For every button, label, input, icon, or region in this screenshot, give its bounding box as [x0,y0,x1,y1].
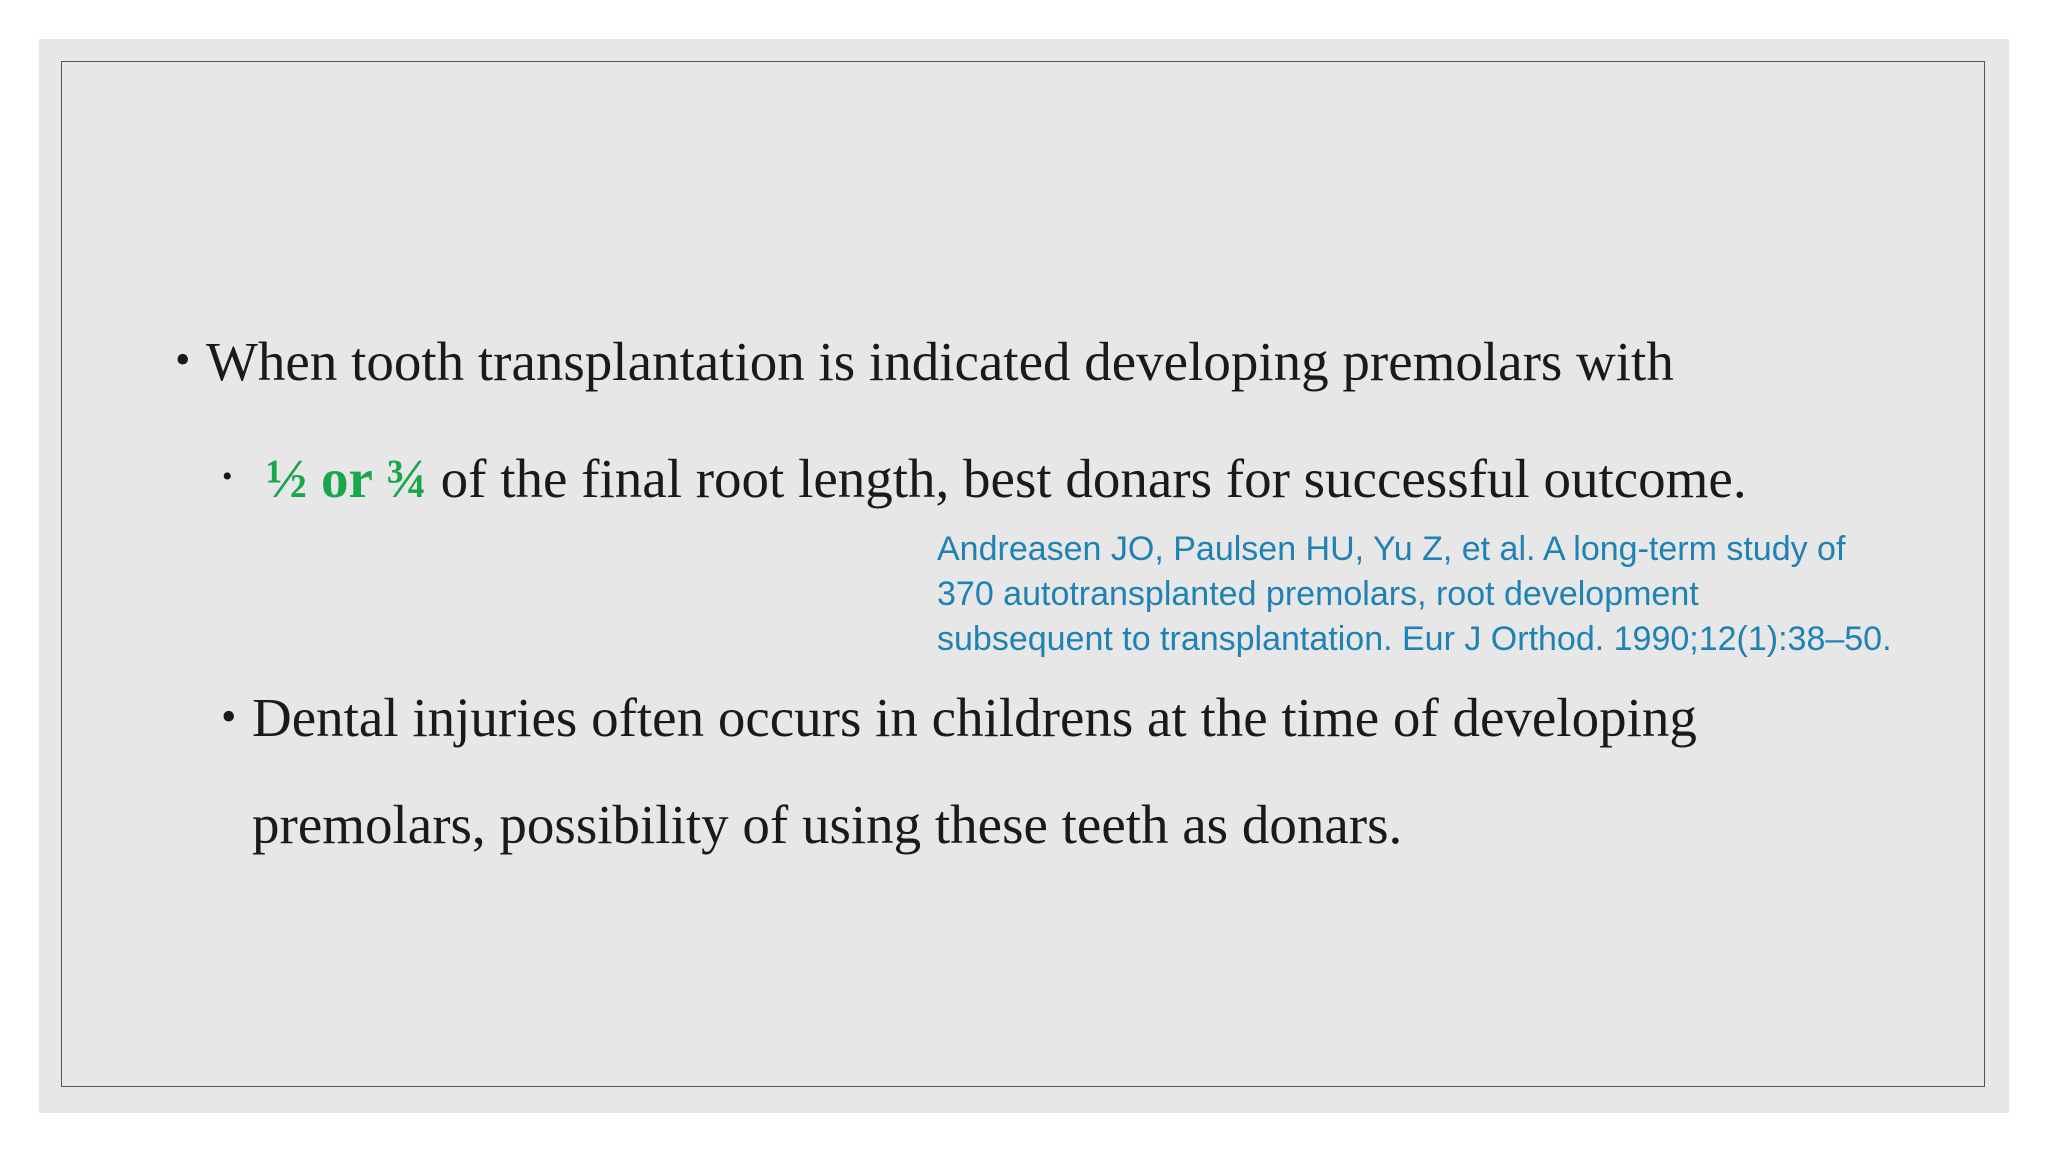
citation-line-1: Andreasen JO, Paulsen HU, Yu Z, et al. A long-term study of [937,530,1846,568]
point-2-text: of the final root length, best donars for successful outcome. [426,448,1747,509]
fraction-highlight: ½ or ¾ [266,448,427,509]
point-2-line [266,448,1747,509]
bullet-2: • [222,460,233,493]
bullet-3: • [221,692,237,741]
citation-line-3: subsequent to transplantation. Eur J Orthod. 1990;12(1):38–50. [937,620,1892,658]
bullet-1: • [175,335,191,384]
citation-line-2: 370 autotransplanted premolars, root development [937,575,1699,613]
citation [937,527,1892,662]
point-3-line-1: Dental injuries often occurs in childrens at the time of developing [252,687,1697,748]
point-3-line-2: premolars, possibility of using these teeth as donars. [252,794,1403,855]
point-1-text: When tooth transplantation is indicated developing premolars with [206,331,1674,392]
